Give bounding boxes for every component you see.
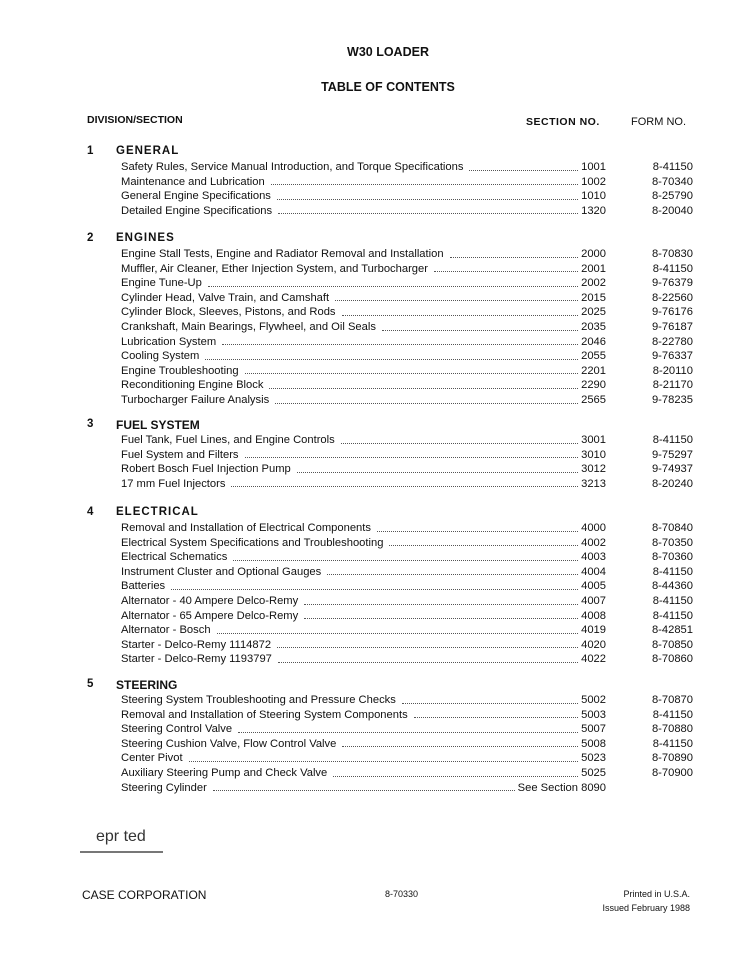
entry-section-number: 5003 — [581, 708, 606, 721]
entry-title: Electrical Schematics — [121, 551, 228, 564]
dot-leader — [231, 477, 578, 488]
entry-form-number: 8-70360 — [651, 551, 693, 564]
toc-heading: TABLE OF CONTENTS — [321, 80, 455, 94]
toc-entry — [0, 160, 741, 175]
section-title: STEERING — [116, 678, 178, 692]
dot-leader — [389, 536, 578, 547]
dot-leader — [335, 291, 578, 302]
section-title: ELECTRICAL — [116, 506, 199, 518]
entry-title: Center Pivot — [121, 752, 183, 765]
toc-entry — [0, 521, 741, 536]
footer-printed: Printed in U.S.A. — [623, 889, 690, 899]
dot-leader — [238, 722, 578, 733]
dot-leader — [271, 175, 578, 186]
dot-leader — [382, 320, 578, 331]
entry-form-number: 8-41150 — [652, 594, 693, 607]
entry-section-number: 4022 — [581, 653, 606, 666]
entry-section-number: 4004 — [581, 565, 606, 578]
dot-leader — [342, 305, 579, 316]
entry-section-number: 5025 — [581, 766, 606, 779]
dot-leader — [275, 393, 578, 404]
dot-leader — [304, 594, 578, 605]
entry-section-number: 4002 — [581, 536, 606, 549]
entry-section-number: 4005 — [581, 580, 606, 593]
dot-leader — [233, 550, 578, 561]
entry-form-number: 9-78235 — [651, 393, 693, 406]
toc-entry — [0, 262, 741, 277]
entry-form-number: 8-41150 — [652, 708, 693, 721]
dot-leader — [245, 448, 579, 459]
section-number: 1 — [87, 145, 94, 157]
entry-section-number: 1001 — [581, 161, 606, 173]
entry-title: Detailed Engine Specifications — [121, 204, 273, 217]
toc-entry — [0, 175, 741, 190]
entry-section-number: 5007 — [581, 723, 606, 736]
dot-leader — [208, 276, 578, 287]
entry-form-number: 8-22560 — [651, 291, 693, 304]
entry-form-number: 8-70830 — [651, 248, 693, 260]
entry-title: Crankshaft, Main Bearings, Flywheel, and Oil Seals — [121, 320, 376, 333]
entry-title: Engine Troubleshooting — [121, 364, 239, 377]
entry-title: Starter - Delco-Remy 1193797 — [121, 653, 272, 666]
entry-title: Electrical System Specifications and Troubleshooting — [121, 536, 384, 549]
dot-leader — [213, 781, 515, 792]
toc-entry — [0, 291, 741, 306]
entry-form-number: 8-42851 — [651, 624, 693, 637]
dot-leader — [342, 737, 578, 748]
entry-form-number: 8-22780 — [651, 335, 693, 348]
entry-section-number: 3001 — [581, 434, 606, 446]
entry-form-number: 8-41150 — [652, 609, 693, 622]
toc-entry — [0, 766, 741, 781]
entry-form-number: 9-76176 — [651, 306, 693, 319]
toc-entry — [0, 693, 741, 708]
entry-section-number: 2565 — [581, 393, 606, 406]
entry-section-number: 1320 — [581, 204, 606, 217]
section-number: 4 — [87, 506, 94, 518]
dot-leader — [278, 652, 578, 663]
entry-title: Muffler, Air Cleaner, Ether Injection System, and Turbocharger — [121, 262, 428, 275]
section-entries — [0, 247, 741, 408]
section-entries — [0, 521, 741, 667]
entry-section-number: 3012 — [581, 463, 606, 476]
entry-section-number: 2015 — [581, 291, 606, 304]
entry-title: Lubrication System — [121, 335, 217, 348]
entry-form-number: 8-44360 — [651, 580, 693, 593]
entry-section-number: 4019 — [581, 624, 606, 637]
entry-section-number: 3213 — [581, 477, 606, 490]
dot-leader — [402, 693, 578, 704]
dot-leader — [469, 160, 578, 171]
dot-leader — [189, 751, 579, 762]
entry-title: Batteries — [121, 580, 166, 593]
section-title: ENGINES — [116, 232, 175, 244]
entry-section-number: 3010 — [581, 448, 606, 461]
entry-form-number: 8-41150 — [652, 161, 693, 173]
entry-form-number: 8-41150 — [652, 565, 693, 578]
entry-form-number: 8-70340 — [651, 175, 693, 188]
entry-title: Cylinder Head, Valve Train, and Camshaft — [121, 291, 330, 304]
entry-section-number: 2035 — [581, 320, 606, 333]
toc-entry — [0, 477, 741, 492]
entry-title: Fuel System and Filters — [121, 448, 239, 461]
entry-title: Removal and Installation of Steering System Components — [121, 708, 408, 721]
dot-leader — [333, 766, 578, 777]
toc-entry — [0, 204, 741, 219]
entry-form-number: 8-20240 — [651, 477, 693, 490]
toc-entry — [0, 722, 741, 737]
entry-section-number: 1010 — [581, 190, 606, 203]
entry-section-number: 2002 — [581, 277, 606, 290]
toc-entry — [0, 189, 741, 204]
dot-leader — [171, 579, 578, 590]
entry-form-number: 8-21170 — [652, 379, 693, 392]
toc-entry — [0, 623, 741, 638]
entry-section-number: 4020 — [581, 638, 606, 651]
section-entries — [0, 433, 741, 491]
entry-form-number: 9-76187 — [651, 320, 693, 333]
entry-title: Steering Cushion Valve, Flow Control Valve — [121, 737, 337, 750]
entry-form-number: 8-41150 — [652, 737, 693, 750]
toc-entry — [0, 433, 741, 448]
toc-entry — [0, 335, 741, 350]
document-title: W30 LOADER — [347, 45, 429, 59]
toc-entry — [0, 638, 741, 653]
dot-leader — [304, 609, 578, 620]
entry-form-number: 8-70840 — [651, 522, 693, 534]
section-no-column-header: SECTION NO. — [526, 116, 600, 128]
footer-company: CASE CORPORATION — [82, 888, 207, 902]
entry-form-number: 9-76337 — [651, 350, 693, 363]
footer-form-number: 8-70330 — [385, 889, 419, 899]
entry-title: 17 mm Fuel Injectors — [121, 477, 226, 490]
dot-leader — [297, 462, 578, 473]
entry-section-number: 5008 — [581, 737, 606, 750]
toc-entry — [0, 708, 741, 723]
toc-entry — [0, 247, 741, 262]
entry-title: Robert Bosch Fuel Injection Pump — [121, 463, 291, 476]
section-entries — [0, 693, 741, 795]
entry-title: Safety Rules, Service Manual Introduction, and Torque Specifications — [121, 161, 464, 173]
entry-title: Maintenance and Lubrication — [121, 175, 265, 188]
dot-leader — [217, 623, 579, 634]
dot-leader — [434, 262, 578, 273]
toc-entry — [0, 652, 741, 667]
entry-form-number: 8-70850 — [651, 638, 693, 651]
toc-entry — [0, 320, 741, 335]
toc-entry — [0, 751, 741, 766]
section-number: 2 — [87, 232, 94, 244]
entry-section-number: 2025 — [581, 306, 606, 319]
toc-entry — [0, 594, 741, 609]
reprinted-stamp: epr ted — [96, 828, 146, 845]
entry-title: Reconditioning Engine Block — [121, 379, 264, 392]
toc-entry — [0, 737, 741, 752]
entry-section-number: 1002 — [581, 175, 606, 188]
toc-entry — [0, 609, 741, 624]
entry-title: Starter - Delco-Remy 1114872 — [121, 638, 272, 651]
dot-leader — [222, 335, 578, 346]
entry-title: Removal and Installation of Electrical Components — [121, 522, 371, 534]
dot-leader — [414, 708, 578, 719]
entry-title: Engine Tune-Up — [121, 277, 202, 290]
dot-leader — [327, 565, 578, 576]
entry-form-number: 8-41150 — [652, 434, 693, 446]
entry-section-number: 2001 — [581, 262, 606, 275]
dot-leader — [377, 521, 578, 532]
entry-form-number: 8-20040 — [651, 204, 693, 217]
toc-entry — [0, 378, 741, 393]
entry-section-number: 4008 — [581, 609, 606, 622]
dot-leader — [450, 247, 579, 258]
toc-entry — [0, 448, 741, 463]
entry-form-number: 8-25790 — [651, 190, 693, 203]
entry-title: Steering Cylinder — [121, 781, 207, 794]
dot-leader — [269, 378, 578, 389]
toc-entry — [0, 462, 741, 477]
entry-title: Alternator - Bosch — [121, 624, 211, 637]
toc-entry — [0, 565, 741, 580]
toc-entry — [0, 364, 741, 379]
entry-section-number: 5002 — [581, 694, 606, 706]
entry-section-number: 4000 — [581, 522, 606, 534]
entry-title: General Engine Specifications — [121, 190, 271, 203]
dot-leader — [278, 204, 578, 215]
entry-section-number: 2055 — [581, 350, 606, 363]
toc-entry — [0, 781, 741, 796]
dot-leader — [205, 349, 578, 360]
entry-section-number: See Section 8090 — [517, 781, 606, 794]
entry-section-number: 2000 — [581, 248, 606, 260]
toc-entry — [0, 579, 741, 594]
entry-section-number: 2290 — [581, 379, 606, 392]
entry-form-number: 9-75297 — [651, 448, 693, 461]
entry-form-number: 9-74937 — [651, 463, 693, 476]
entry-form-number: 9-76379 — [651, 277, 693, 290]
section-title: GENERAL — [116, 145, 180, 157]
section-number: 3 — [87, 418, 94, 430]
toc-entry — [0, 276, 741, 291]
dot-leader — [341, 433, 578, 444]
entry-title: Fuel Tank, Fuel Lines, and Engine Controls — [121, 434, 335, 446]
entry-title: Steering Control Valve — [121, 723, 233, 736]
entry-title: Cylinder Block, Sleeves, Pistons, and Rods — [121, 306, 336, 319]
toc-entry — [0, 536, 741, 551]
entry-title: Instrument Cluster and Optional Gauges — [121, 565, 322, 578]
form-no-column-header: FORM NO. — [631, 116, 686, 128]
entry-form-number: 8-41150 — [652, 262, 693, 275]
entry-section-number: 2046 — [581, 335, 606, 348]
toc-entry — [0, 550, 741, 565]
section-title: FUEL SYSTEM — [116, 418, 200, 432]
dot-leader — [277, 189, 578, 200]
dot-leader — [245, 364, 579, 375]
entry-section-number: 2201 — [581, 364, 606, 377]
division-column-header: DIVISION/SECTION — [87, 114, 183, 126]
entry-title: Alternator - 40 Ampere Delco-Remy — [121, 594, 299, 607]
entry-section-number: 5023 — [581, 752, 606, 765]
section-number: 5 — [87, 678, 94, 690]
entry-title: Turbocharger Failure Analysis — [121, 393, 270, 406]
entry-section-number: 4007 — [581, 594, 606, 607]
entry-form-number: 8-70880 — [651, 723, 693, 736]
toc-entry — [0, 305, 741, 320]
stamp-underline — [80, 851, 163, 853]
entry-title: Auxiliary Steering Pump and Check Valve — [121, 766, 328, 779]
toc-entry — [0, 349, 741, 364]
entry-form-number: 8-70900 — [651, 766, 693, 779]
toc-entry — [0, 393, 741, 408]
entry-title: Engine Stall Tests, Engine and Radiator Removal and Installation — [121, 248, 444, 260]
entry-title: Steering System Troubleshooting and Pressure Checks — [121, 694, 396, 706]
entry-form-number: 8-20110 — [652, 364, 693, 377]
entry-section-number: 4003 — [581, 551, 606, 564]
entry-form-number: 8-70860 — [651, 653, 693, 666]
entry-form-number: 8-70890 — [651, 752, 693, 765]
entry-title: Alternator - 65 Ampere Delco-Remy — [121, 609, 299, 622]
entry-form-number: 8-70870 — [651, 694, 693, 706]
section-entries — [0, 160, 741, 218]
entry-form-number: 8-70350 — [651, 536, 693, 549]
entry-title: Cooling System — [121, 350, 200, 363]
dot-leader — [277, 638, 578, 649]
footer-issued: Issued February 1988 — [602, 903, 690, 913]
